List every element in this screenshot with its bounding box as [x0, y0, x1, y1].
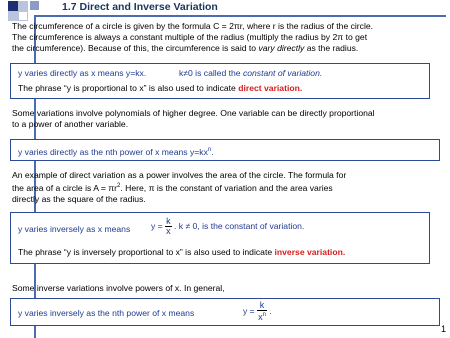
polynomial-paragraph: [12, 108, 375, 130]
page-number: 1: [440, 324, 446, 334]
circle-area-line-2: the area of a circle is $A = \pi r^2$. Here, π is the constant of variation and the area varies: [12, 182, 333, 193]
polynomial-line-1: Some variations involve polynomials of higher degree. One variable can be directly proportional: [12, 108, 375, 118]
inverse-fraction: $\frac{k}{x}$: [166, 216, 171, 236]
direct-variation-definition: y varies directly as x means y=kx.: [18, 68, 147, 78]
nth-power-direct-box: [10, 139, 440, 161]
nth-power-inverse-fraction: $\frac{k}{x^n}$: [258, 300, 266, 322]
inverse-powers-line-1: Some inverse variations involve powers of x. In general,: [12, 283, 225, 293]
intro-paragraph: [12, 21, 373, 54]
circle-area-line-3: directly as the square of the radius.: [12, 193, 146, 204]
direct-variation-box: [10, 63, 430, 99]
header-rule: [34, 15, 446, 17]
circle-area-paragraph: [12, 170, 346, 205]
intro-line-2: The circumference is always a constant multiple of the radius (multiply the radius by 2π to get: [12, 32, 368, 42]
page-title: 1.7 Direct and Inverse Variation: [62, 1, 218, 13]
nth-power-inverse-box: [10, 298, 440, 326]
nth-power-inverse-formula: y = $\frac{k}{x^n}$ .: [243, 300, 272, 322]
polynomial-line-2: to a power of another variable.: [12, 119, 129, 129]
proportional-phrase: The phrase “y is proportional to x” is also used to indicate direct variation.: [18, 83, 303, 93]
nth-power-inverse-definition: y varies inversely as the nth power of x means: [18, 308, 195, 318]
inverse-proportional-phrase: The phrase “y is inversely proportional to x” is also used to indicate inverse variation.: [18, 247, 346, 257]
inverse-powers-paragraph: [12, 283, 225, 294]
intro-line-3: the circumference). Because of this, the circumference is said to vary directly as the radius.: [12, 43, 359, 53]
intro-line-1: The circumference of a circle is given by the formula C = 2πr, where r is the radius of the circle.: [12, 21, 374, 31]
inverse-variation-box: [10, 212, 430, 264]
nth-power-direct-definition: y varies directly as the nth power of x means $y=kx^n$.: [18, 146, 214, 157]
inverse-variation-definition: y varies inversely as x means: [18, 224, 131, 234]
circle-area-line-1: An example of direct variation as a power involves the area of the circle. The formula for: [12, 170, 347, 180]
inverse-formula: y = $\frac{k}{x}$ . k ≠ 0, is the constant of variation.: [151, 216, 305, 236]
constant-of-variation-note: k≠0 is called the constant of variation.: [179, 68, 323, 78]
